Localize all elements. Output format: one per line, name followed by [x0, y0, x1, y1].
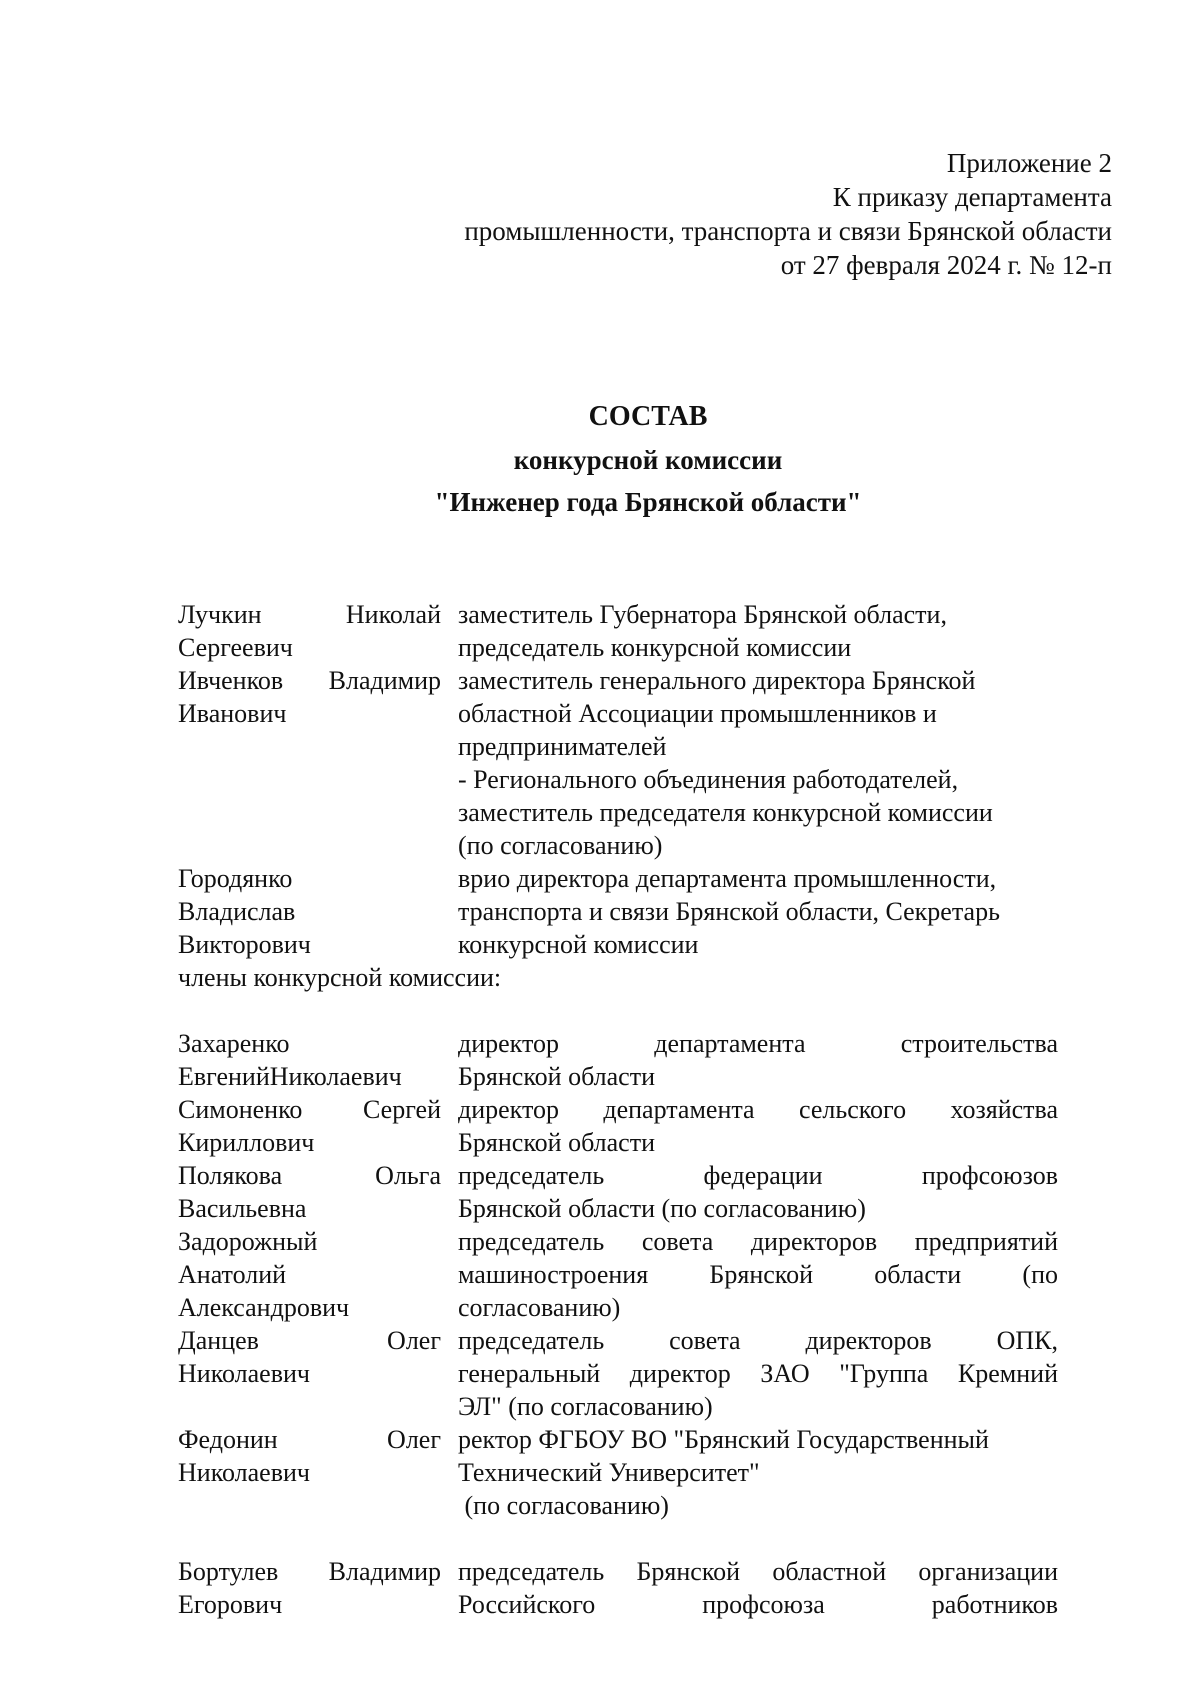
member-position-line: заместитель Губернатора Брянской области,: [458, 600, 947, 629]
member-name-line: Ивченков Владимир: [178, 666, 441, 695]
member-position-line: (по согласованию): [458, 1491, 669, 1520]
member-name-line: Федонин Олег: [178, 1425, 441, 1454]
member-position: [458, 1159, 1058, 1225]
member-name-line: Данцев Олег: [178, 1326, 441, 1355]
members-section-label: члены конкурсной комиссии:: [178, 963, 502, 992]
member-position-line: Брянской области: [458, 1128, 655, 1157]
member-name-line: Васильевна: [178, 1194, 307, 1223]
member-name-line: Николаевич: [178, 1359, 310, 1388]
member-row: [178, 862, 1058, 961]
member-position-line: Брянской области (по согласованию): [458, 1194, 866, 1223]
member-position-line: согласованию): [458, 1293, 621, 1322]
member-position-line: (по согласованию): [458, 831, 663, 860]
member-position: [458, 1423, 1058, 1522]
member-name-line: ЕвгенийНиколаевич: [178, 1062, 402, 1091]
member-position-line: - Регионального объединения работодателей,: [458, 765, 959, 794]
member-position-line: врио директора департамента промышленности,: [458, 864, 997, 893]
member-position-line: председатель Брянской областной организации: [458, 1557, 1058, 1586]
member-position-line: директор департамента строительства: [458, 1029, 1058, 1058]
member-position-line: Российского профсоюза работников: [458, 1590, 1058, 1619]
member-position: [458, 1555, 1058, 1621]
member-position-line: директор департамента сельского хозяйства: [458, 1095, 1058, 1124]
member-name: [178, 1225, 441, 1324]
member-position-line: председатель федерации профсоюзов: [458, 1161, 1058, 1190]
member-position-line: председатель совета директоров предприятий: [458, 1227, 1058, 1256]
member-row: [178, 598, 1058, 664]
member-row: [178, 1027, 1058, 1093]
member-name-line: Николаевич: [178, 1458, 310, 1487]
member-position-line: ректор ФГБОУ ВО "Брянский Государственный: [458, 1425, 989, 1454]
document-subtitle: конкурсной комиссии: [513, 445, 783, 475]
member-name-line: Лучкин Николай: [178, 600, 441, 629]
member-name-line: Бортулев Владимир: [178, 1557, 441, 1586]
member-position-line: заместитель генерального директора Брянской: [458, 666, 976, 695]
member-position-line: председатель совета директоров ОПК,: [458, 1326, 1058, 1355]
member-position-line: предпринимателей: [458, 732, 667, 761]
appendix-header: [464, 146, 1112, 282]
member-name-line: Владислав: [178, 897, 296, 926]
member-name-line: Захаренко: [178, 1029, 290, 1058]
member-name-line: Викторович: [178, 930, 311, 959]
commission-members-list: [178, 598, 1058, 1621]
member-name: [178, 1324, 441, 1423]
member-name-line: Задорожный: [178, 1227, 318, 1256]
member-name: [178, 1423, 441, 1522]
member-name-line: Иванович: [178, 699, 287, 728]
member-position-line: транспорта и связи Брянской области, Секретарь: [458, 897, 1000, 926]
member-name-line: Кириллович: [178, 1128, 315, 1157]
member-name: [178, 1093, 441, 1159]
member-position-line: машиностроения Брянской области (по: [458, 1260, 1058, 1289]
member-position-line: конкурсной комиссии: [458, 930, 699, 959]
header-line-department: промышленности, транспорта и связи Брянской области: [464, 216, 1112, 246]
member-name-line: Егорович: [178, 1590, 283, 1619]
member-name-line: Полякова Ольга: [178, 1161, 441, 1190]
member-name: [178, 1555, 441, 1621]
member-position-line: Технический Университет": [458, 1458, 760, 1487]
member-position-line: председатель конкурсной комиссии: [458, 633, 852, 662]
member-row: [178, 664, 1058, 862]
member-position-line: областной Ассоциации промышленников и: [458, 699, 937, 728]
member-name: [178, 598, 441, 664]
document-title-block: [0, 395, 1200, 523]
member-position: [458, 1093, 1058, 1159]
member-row: [178, 1225, 1058, 1324]
header-line-appendix: Приложение 2: [946, 148, 1112, 178]
member-position: [458, 1027, 1058, 1093]
member-row: [178, 1555, 1058, 1621]
member-name-line: Сергеевич: [178, 633, 293, 662]
member-position: [458, 1324, 1058, 1423]
member-position-line: заместитель председателя конкурсной комиссии: [458, 798, 993, 827]
member-row: [178, 1093, 1058, 1159]
member-row: [178, 1324, 1058, 1423]
member-name: [178, 862, 441, 961]
spacer: [178, 994, 1058, 1027]
member-name-line: Александрович: [178, 1293, 350, 1322]
member-name-line: Городянко: [178, 864, 293, 893]
member-position: [458, 1225, 1058, 1324]
header-line-date: от 27 февраля 2024 г. № 12-п: [780, 250, 1112, 280]
member-row: [178, 1423, 1058, 1522]
member-position: [458, 862, 1058, 961]
member-name: [178, 1159, 441, 1225]
document-title: СОСТАВ: [588, 401, 708, 432]
member-position: [458, 598, 1058, 664]
member-position-line: ЭЛ" (по согласованию): [458, 1392, 713, 1421]
member-position: [458, 664, 1058, 862]
member-name-line: Анатолий: [178, 1260, 287, 1289]
member-name: [178, 664, 441, 862]
member-position-line: генеральный директор ЗАО "Группа Кремний: [458, 1359, 1058, 1388]
member-row: [178, 1159, 1058, 1225]
header-line-order: К приказу департамента: [832, 182, 1112, 212]
spacer: [178, 1522, 1058, 1555]
member-name-line: Симоненко Сергей: [178, 1095, 441, 1124]
competition-name: "Инженер года Брянской области": [434, 487, 862, 517]
member-name: [178, 1027, 441, 1093]
member-position-line: Брянской области: [458, 1062, 655, 1091]
